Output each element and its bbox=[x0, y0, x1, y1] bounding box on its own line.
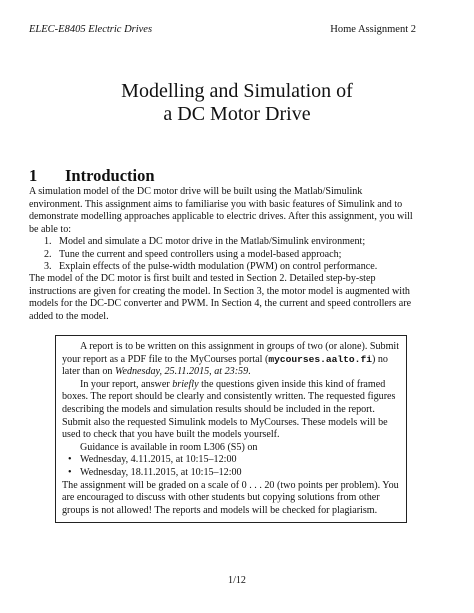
list-number: 1. bbox=[44, 236, 52, 247]
box-paragraph-grading: The assignment will be graded on a scale of 0 . . . 20 (two points per problem). You are encouraged to discuss with other students but copying solutions from other groups is not allowed! The reports and models will be checked for plagiarism. bbox=[62, 479, 399, 516]
list-item bbox=[44, 261, 416, 274]
mycourses-url: mycourses.aalto.fi bbox=[268, 353, 372, 365]
box-paragraph-submission bbox=[62, 341, 402, 379]
intro-paragraph-1: A simulation model of the DC motor drive will be built using the Matlab/Simulink environment. This assignment aims to familiarise you with basic features of Simulink and to demonstrate modelling approaches applicable to electric drives. After this assignment, you will be able to: bbox=[29, 186, 413, 235]
box-text: A report is to be written on this assignment in groups of two (or alone). Submit your report as a PDF file to the MyCourses portal ( bbox=[62, 341, 400, 365]
intro-paragraph-2: The model of the DC motor is first built and tested in Section 2. Detailed step-by-step instructions are given for creating the model. In Section 3, the motor model is augmented with models for the DC-DC converter and PWM. In Section 4, the current and speed controllers are added to the model. bbox=[29, 273, 412, 322]
page-number: 1/12 bbox=[228, 575, 246, 586]
box-text: In your report, answer bbox=[80, 378, 173, 390]
bullet-item bbox=[68, 454, 402, 467]
section-title: Introduction bbox=[65, 166, 155, 185]
bullet-text: Wednesday, 18.11.2015, at 10:15–12:00 bbox=[80, 466, 242, 478]
deadline: Wednesday, 25.11.2015, at 23:59 bbox=[114, 366, 249, 378]
box-text: the questions given inside this kind of framed boxes. The report should be clearly and consistently written. The requested figures describing the models and simulation results should be included in the report. Submit also the requested Simulink models to MyCourses. These models will be used to check that you have built the models yourself. bbox=[62, 378, 396, 441]
box-paragraph-guidance: Guidance is available in room L306 (S5) on bbox=[80, 441, 258, 453]
outcomes-list bbox=[44, 236, 416, 274]
course-header: ELEC-E8405 Electric Drives bbox=[29, 24, 153, 35]
list-text: Tune the current and speed controllers using a model-based approach; bbox=[59, 248, 342, 260]
title-line-2: a DC Motor Drive bbox=[163, 103, 311, 125]
list-text: Explain effects of the pulse-width modulation (PWM) on control performance. bbox=[59, 261, 378, 273]
list-item bbox=[44, 236, 416, 249]
section-heading bbox=[29, 166, 155, 186]
box-content bbox=[62, 341, 402, 517]
list-text: Model and simulate a DC motor drive in the Matlab/Simulink environment; bbox=[59, 236, 366, 247]
bullet-icon: • bbox=[68, 466, 72, 478]
bullet-item bbox=[68, 467, 402, 480]
box-text: ) no later than on bbox=[62, 353, 388, 378]
guidance-dates-list bbox=[62, 454, 402, 479]
list-number: 2. bbox=[44, 248, 52, 260]
list-item bbox=[44, 249, 416, 262]
box-text: . bbox=[248, 366, 251, 378]
emphasis-briefly: briefly bbox=[172, 378, 199, 390]
assignment-header: Home Assignment 2 bbox=[330, 24, 416, 35]
box-paragraph-report bbox=[62, 379, 402, 442]
document-title bbox=[0, 80, 474, 126]
title-line-1: Modelling and Simulation of bbox=[121, 80, 353, 102]
bullet-text: Wednesday, 4.11.2015, at 10:15–12:00 bbox=[80, 454, 237, 466]
bullet-icon: • bbox=[68, 454, 72, 466]
list-number: 3. bbox=[44, 261, 52, 273]
section-number: 1 bbox=[29, 166, 38, 185]
